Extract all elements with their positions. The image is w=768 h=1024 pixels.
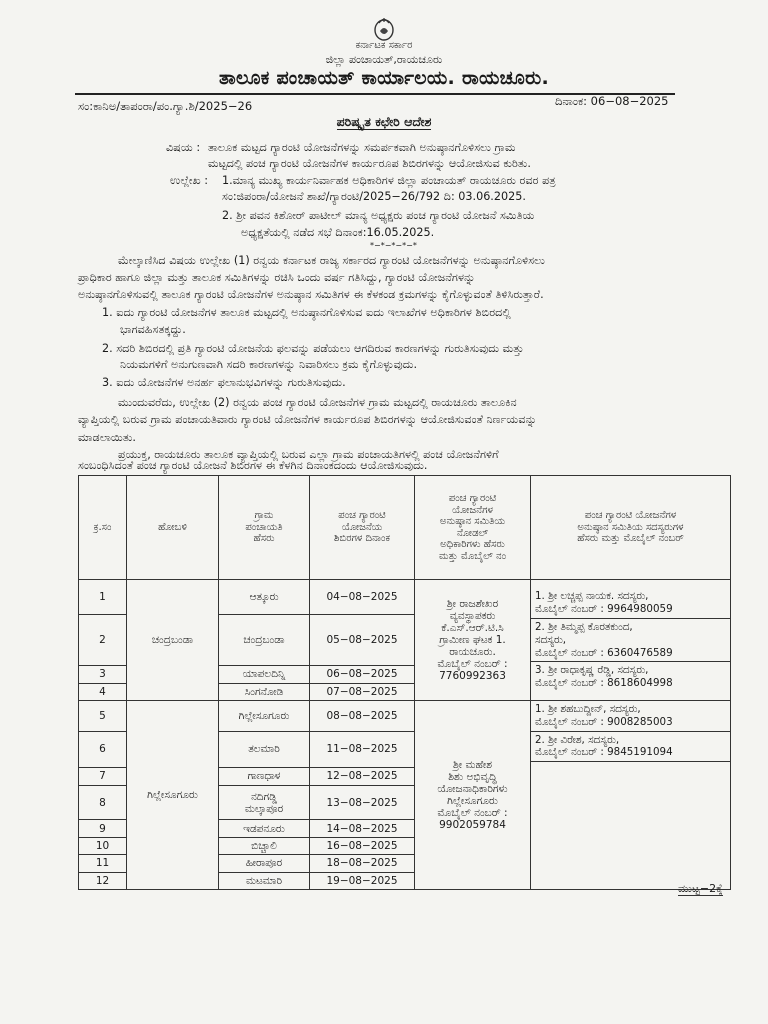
table-header-row: [79, 476, 731, 580]
body-line: ಮೇಲ್ಕಾಣಿಸಿದ ವಿಷಯ ಉಲ್ಲೇಖ (1) ರನ್ವಯ ಕರ್ನಾಟಕ ರಾಜ್ಯ ಸರ್ಕಾರದ ಗ್ಯಾರಂಟಿ ಯೋಜನೆಗಳನ್ನು ಅನುಷ್ಠಾನಗೊಳಿಸಲು: [118, 254, 545, 267]
cell-date: 18−08−2025: [310, 855, 415, 872]
cell-gp: ಹೀರಾಪೂರ: [219, 855, 310, 872]
member-entry: 2. ಶ್ರೀ ವಿರೇಶ, ಸದಸ್ಯರು, ಮೊಬೈಲ್ ನಂಬರ್ : 9845191094: [531, 732, 730, 763]
cell-date: 07−08−2025: [310, 683, 415, 700]
reference-number: ಸಂ:ಕಾನಿಅ/ತಾಪಂರಾ/ಪಂ.ಗ್ಯಾ.ಶಿ/2025−26: [78, 99, 253, 113]
list-item-line: 2. ಸದರಿ ಶಿಬಿರದಲ್ಲಿ ಪ್ರತಿ ಗ್ಯಾರಂಟಿ ಯೋಜನೆಯ ಫಲವನ್ನು ಪಡೆಯಲು ಆಗದಿರುವ ಕಾರಣಗಳನ್ನು ಗುರುತಿಸುವುದು ಮತ್ತು: [102, 342, 524, 355]
cell-gp: ಇಡಪನೂರು: [219, 820, 310, 837]
cell-gp: ಗಾಣಧಾಳ: [219, 768, 310, 785]
cell-date: 13−08−2025: [310, 785, 415, 820]
list-item-line: 1. ಐದು ಗ್ಯಾರಂಟಿ ಯೋಜನೆಗಳ ತಾಲೂಕ ಮಟ್ಟದಲ್ಲಿ ಅನುಷ್ಠಾನಗೊಳಿಸುವ ಐದು ಇಲಾಖೆಗಳ ಅಧಿಕಾರಿಗಳ ಶಿಬಿರದಲ್ಲಿ: [102, 306, 511, 319]
body-line: ವ್ಯಾಪ್ತಿಯಲ್ಲಿ ಬರುವ ಗ್ರಾಮ ಪಂಚಾಯತಿವಾರು ಗ್ಯಾರಂಟಿ ಯೋಜನೆಗಳ ಕಾರ್ಯರೂಪ ಶಿಬಿರಗಳನ್ನು ಆಯೋಜಿಸುವಂತೆ ನಿರ್ಣಯವನ್ನು: [78, 413, 537, 426]
separator: *−*−*−*−*: [370, 241, 417, 250]
column-header-hobli: ಹೋಬಳಿ: [127, 476, 219, 580]
member-entry: 1. ಶ್ರೀ ಲಚ್ಚಪ್ಪ ನಾಯಕ. ಸದಸ್ಯರು, ಮೊಬೈಲ್ ನಂಬರ್ : 9964980059: [531, 588, 730, 619]
cell-sno: 5: [79, 700, 127, 731]
cell-gp: ನದಿಗಡ್ಡಿ ಮಲ್ಕಾಪೂರ: [219, 785, 310, 820]
cell-date: 08−08−2025: [310, 700, 415, 731]
list-item-line: ನಿಯಮಗಳಿಗೆ ಅನುಗುಣವಾಗಿ ಸದರಿ ಕಾರಣಗಳನ್ನು ನಿವಾರಿಸಲು ಕ್ರಮ ಕೈಗೊಳ್ಳುವುದು.: [120, 358, 418, 371]
cell-gp: ಯಾಪಲದಿನ್ನಿ: [219, 666, 310, 683]
column-header-members: ಪಂಚ ಗ್ಯಾರಂಟಿ ಯೋಜನೆಗಳ ಅನುಷ್ಠಾನ ಸಮಿತಿಯ ಸದಸ್ಯರುಗಳ ಹೆಸರು ಮತ್ತು ಮೊಬೈಲ್ ನಂಬರ್: [531, 476, 731, 580]
cell-date: 11−08−2025: [310, 731, 415, 768]
district-office-name: ಜಿಲ್ಲಾ ಪಂಚಾಯತ್,ರಾಯಚೂರು: [325, 53, 443, 66]
cell-members: [531, 700, 731, 889]
table-row: [79, 700, 731, 731]
cell-nodal-officer: ಶ್ರೀ ರಾಜಶೇಖರ ವ್ಯವಸ್ಥಾಪಕರು ಕೆ.ಎಸ್.ಆರ್.ಟಿ.ಸಿ ಗ್ರಾಮೀಣ ಘಟಕ 1. ರಾಯಚೂರು. ಮೊಬೈಲ್ ನಂಬರ್ : 7760992363: [415, 580, 531, 701]
reference-label: ಉಲ್ಲೇಖ :: [170, 174, 209, 187]
reference-line: ಸಂ:ಜಿಪಂರಾ/ಯೋಜನೆ ಶಾಖೆ/ಗ್ಯಾರಂಟಿ/2025−26/792 ದಿ: 03.06.2025.: [222, 190, 526, 203]
order-title: ಪರಿಷ್ಕೃತ ಕಛೇರಿ ಆದೇಶ: [336, 114, 432, 129]
body-line: ಪ್ರಾಧಿಕಾರ ಹಾಗೂ ಜಿಲ್ಲಾ ಮತ್ತು ತಾಲೂಕ ಸಮಿತಿಗಳನ್ನು ರಚಿಸಿ ಒಂದು ವರ್ಷ ಗತಿಸಿದ್ದು, ಗ್ಯಾರಂಟಿ ಯೋಜನೆಗಳನ್ನು: [78, 271, 476, 284]
list-item-line: ಭಾಗವಹಿಸತಕ್ಕದ್ದು.: [120, 323, 186, 336]
reference-line: ಅಧ್ಯಕ್ಷತೆಯಲ್ಲಿ ನಡೆದ ಸಭೆ ದಿನಾಂಕ:16.05.2025.: [241, 226, 435, 239]
member-entry: 2. ಶ್ರೀ ತಿಮ್ಮಪ್ಪ ಕೊರತಕುಂದ, ಸದಸ್ಯರು, ಮೊಬೈಲ್ ನಂಬರ್ : 6360476589: [531, 619, 730, 663]
cell-gp: ಆತ್ಕೂರು: [219, 580, 310, 615]
cell-gp: ಸಿಂಗನೋಡಿ: [219, 683, 310, 700]
order-date: ದಿನಾಂಕ: 06−08−2025: [555, 94, 669, 108]
cell-gp: ಚಂದ್ರಬಂಡಾ: [219, 615, 310, 666]
subject-line: ತಾಲೂಕ ಮಟ್ಟದ ಗ್ಯಾರಂಟಿ ಯೋಜನೆಗಳನ್ನು ಸಮರ್ಪಕವಾಗಿ ಅನುಷ್ಠಾನಗೊಳಿಸಲು ಗ್ರಾಮ: [208, 141, 516, 154]
cell-sno: 12: [79, 872, 127, 889]
cell-hobli: ಗಿಲ್ಲೇಸೂಗೂರು: [127, 700, 219, 889]
cell-date: 19−08−2025: [310, 872, 415, 889]
body-line: ಪ್ರಯುಕ್ತ, ರಾಯಚೂರು ತಾಲೂಕ ವ್ಯಾಪ್ತಿಯಲ್ಲಿ ಬರುವ ಎಲ್ಲಾ ಗ್ರಾಮ ಪಂಚಾಯತಿಗಳಲ್ಲಿ ಪಂಚ ಯೋಜನೆಗಳಿಗೆ: [118, 448, 499, 461]
reference-line: 2. ಶ್ರೀ ಪವನ ಕಿಶೋರ್ ಪಾಟೀಲ್ ಮಾನ್ಯ ಅಧ್ಯಕ್ಷರು ಪಂಚ ಗ್ಯಾರಂಟಿ ಯೋಜನೆ ಸಮಿತಿಯ: [222, 209, 535, 222]
state-emblem-icon: [371, 14, 397, 42]
cell-sno: 9: [79, 820, 127, 837]
cell-gp: ತಲಮಾರಿ: [219, 731, 310, 768]
cell-gp: ಮಟಮಾರಿ: [219, 872, 310, 889]
cell-date: 12−08−2025: [310, 768, 415, 785]
page-continuation: ಮುಟ್ಟ−2ಕ್ಕೆ: [678, 882, 723, 895]
cell-members: [531, 580, 731, 701]
body-line: ಮಾಡಲಾಯಿತು.: [78, 431, 136, 444]
cell-sno: 7: [79, 768, 127, 785]
member-entry: 1. ಶ್ರೀ ಶಹಬುದ್ದೀನ್, ಸದಸ್ಯರು, ಮೊಬೈಲ್ ನಂಬರ್ : 9008285003: [531, 701, 730, 732]
cell-date: 04−08−2025: [310, 580, 415, 615]
camp-schedule-table: [78, 475, 731, 890]
reference-line: 1.ಮಾನ್ಯ ಮುಖ್ಯ ಕಾರ್ಯನಿರ್ವಾಹಕ ಅಧಿಕಾರಿಗಳ ಜಿಲ್ಲಾ ಪಂಚಾಯತ್ ರಾಯಚೂರು ರವರ ಪತ್ರ: [222, 174, 556, 187]
cell-sno: 8: [79, 785, 127, 820]
cell-date: 05−08−2025: [310, 615, 415, 666]
government-name: ಕರ್ನಾಟಕ ಸರ್ಕಾರ: [355, 40, 413, 51]
column-header-gp: ಗ್ರಾಮ ಪಂಚಾಯತಿ ಹೆಸರು: [219, 476, 310, 580]
cell-hobli: ಚಂದ್ರಬಂಡಾ: [127, 580, 219, 701]
cell-nodal-officer: ಶ್ರೀ ಮಹೇಶ ಶಿಶು ಅಭಿವೃದ್ಧಿ ಯೋಜನಾಧಿಕಾರಿಗಳು ಗಿಲ್ಲೇಸೂಗೂರು ಮೊಬೈಲ್ ನಂಬರ್ : 9902059784: [415, 700, 531, 889]
cell-sno: 10: [79, 837, 127, 854]
subject-label: ವಿಷಯ :: [166, 141, 201, 154]
body-line: ಸಂಬಂಧಿಸಿದಂತೆ ಪಂಚ ಗ್ಯಾರಂಟಿ ಯೋಜನೆ ಶಿಬಿರಗಳ ಈ ಕೆಳಗಿನ ದಿನಾಂಕದಂದು ಆಯೋಜಿಸುವುದು.: [78, 459, 428, 472]
cell-date: 16−08−2025: [310, 837, 415, 854]
body-line: ಮುಂದುವರೆದು, ಉಲ್ಲೇಖ (2) ರನ್ವಯ ಪಂಚ ಗ್ಯಾರಂಟಿ ಯೋಜನೆಗಳ ಗ್ರಾಮ ಮಟ್ಟದಲ್ಲಿ ರಾಯಚೂರು ತಾಲೂಕಿನ: [118, 396, 517, 409]
table-row: [79, 580, 731, 615]
column-header-nodal: ಪಂಚ ಗ್ಯಾರಂಟಿ ಯೋಜನೆಗಳ ಅನುಷ್ಠಾನ ಸಮಿತಿಯ ನೋಡಲ್ ಅಧಿಕಾರಿಗಳು ಹೆಸರು ಮತ್ತು ಮೊಬೈಲ್ ನಂ: [415, 476, 531, 580]
body-line: ಅನುಷ್ಠಾನಗೊಳಿಸುವಲ್ಲಿ ತಾಲೂಕ ಗ್ಯಾರಂಟಿ ಯೋಜನೆಗಳ ಅನುಷ್ಠಾನ ಸಮಿತಿಗಳ ಈ ಕೆಳಕಂಡ ಕ್ರಮಗಳನ್ನು ಕೈಗೊಳ್ಳುವಂತೆ ತಿಳಿಸಿರುತ್ತಾರೆ.: [78, 288, 544, 301]
office-title: ತಾಲೂಕ ಪಂಚಾಯತ್ ಕಾರ್ಯಾಲಯ. ರಾಯಚೂರು.: [218, 67, 549, 89]
cell-date: 14−08−2025: [310, 820, 415, 837]
cell-date: 06−08−2025: [310, 666, 415, 683]
list-item-line: 3. ಐದು ಯೋಜನೆಗಳ ಅನರ್ಹ ಫಲಾನುಭವಿಗಳನ್ನು ಗುರುತಿಸುವುದು.: [102, 376, 346, 389]
member-entry: 3. ಶ್ರೀ ರಾಧಾಕೃಷ್ಣ ರೆಡ್ಡಿ, ಸದಸ್ಯರು, ಮೊಬೈಲ್ ನಂಬರ್ : 8618604998: [535, 664, 673, 690]
cell-gp: ಗಿಲ್ಲೇಸೂಗೂರು: [219, 700, 310, 731]
cell-sno: 3: [79, 666, 127, 683]
cell-sno: 6: [79, 731, 127, 768]
cell-sno: 11: [79, 855, 127, 872]
cell-sno: 1: [79, 580, 127, 615]
cell-sno: 4: [79, 683, 127, 700]
column-header-date: ಪಂಚ ಗ್ಯಾರಂಟಿ ಯೋಜನೆಯ ಶಿಬಿರಗಳ ದಿನಾಂಕ: [310, 476, 415, 580]
cell-sno: 2: [79, 615, 127, 666]
cell-gp: ಬಿಚ್ಚಾಲಿ: [219, 837, 310, 854]
subject-line: ಮಟ್ಟದಲ್ಲಿ ಪಂಚ ಗ್ಯಾರಂಟಿ ಯೋಜನೆಗಳ ಕಾರ್ಯರೂಪ ಶಿಬಿರಗಳನ್ನು ಆಯೋಜಿಸುವ ಕುರಿತು.: [208, 157, 531, 170]
column-header-sno: ಕ್ರ.ಸಂ: [79, 476, 127, 580]
